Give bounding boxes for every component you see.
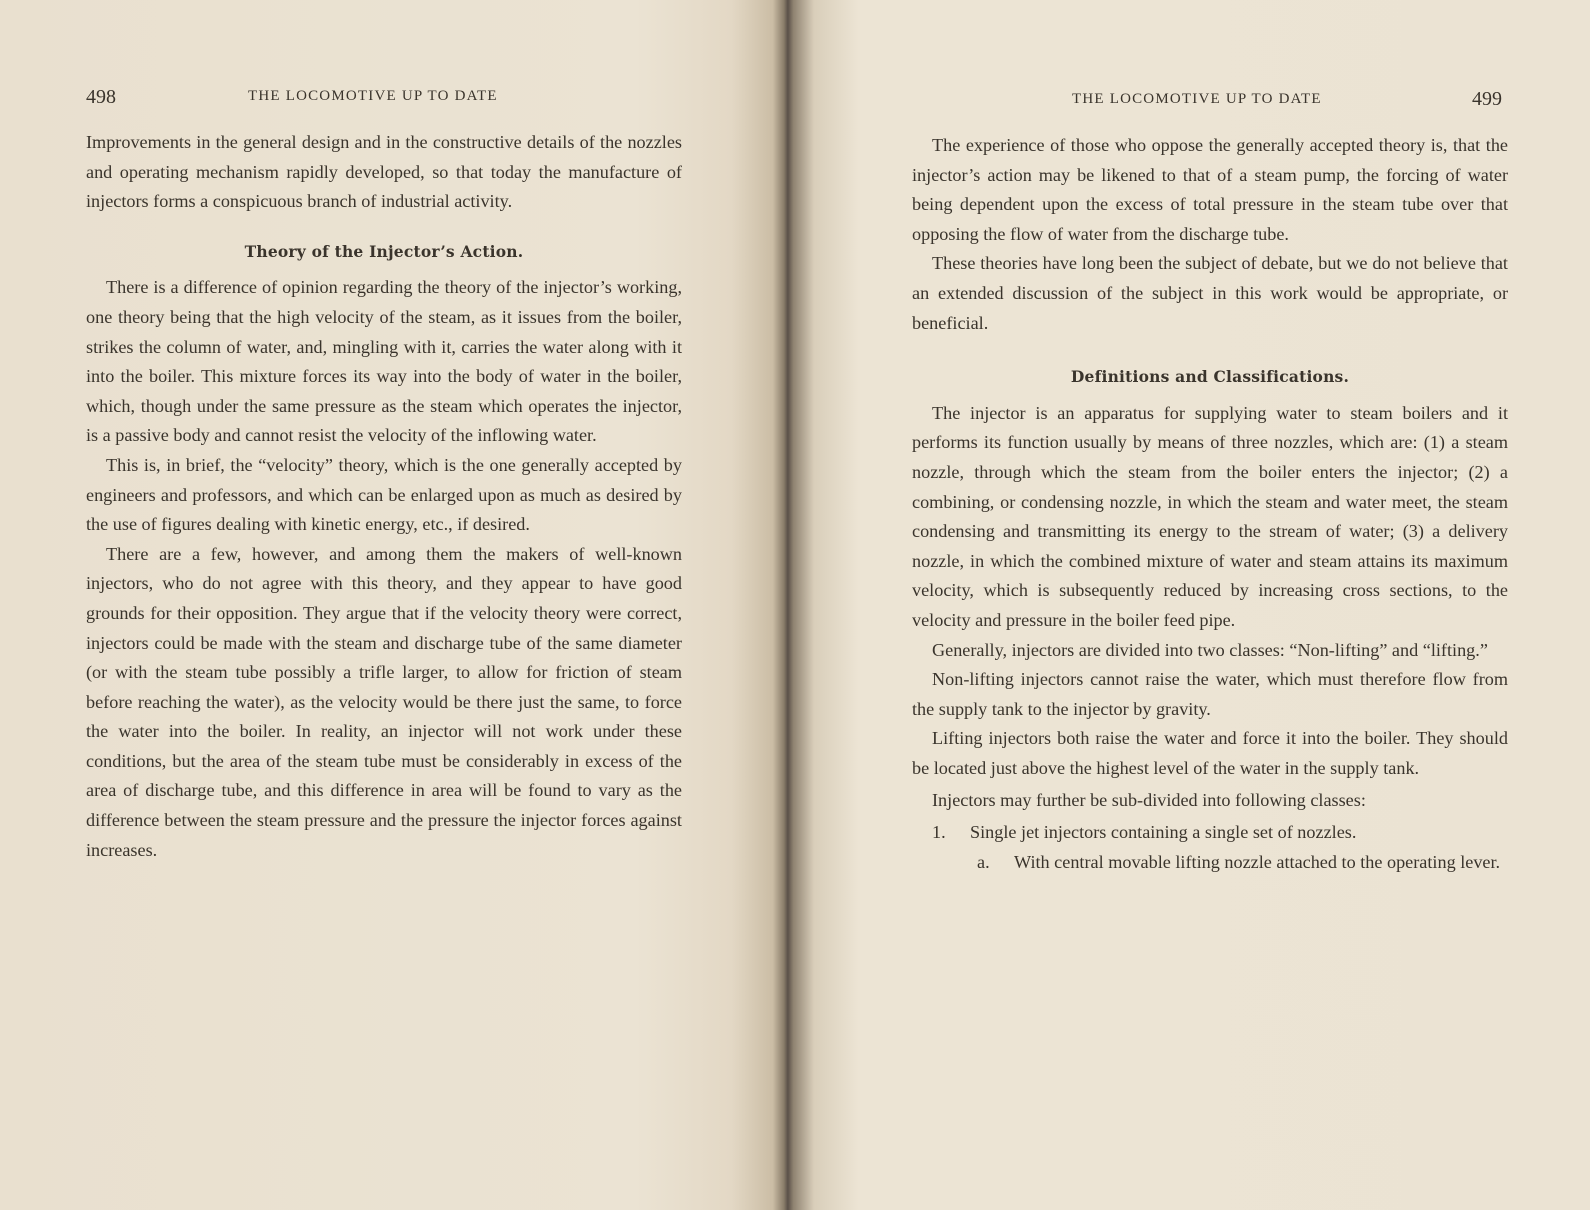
paragraph: Lifting injectors both raise the water and force it into the boiler. They should be located just above the highest level of the water in the supply tank. (912, 728, 1508, 778)
left-page (0, 0, 790, 1210)
list-item-a (977, 848, 1508, 878)
section-heading-definitions: Definitions and Classifications. (1070, 367, 1350, 387)
paragraph: The injector is an apparatus for supplying water to steam boilers and it performs its function usually by means of three nozzles, which are: (1) a steam nozzle, through which the steam from the boiler enters the injector; (2) a combining, or condensing nozzle, in which the steam and water meet, the steam condensing and transmitting its energy to the stream of water; (3) a delivery nozzle, in which the combined mixture of water and steam attains its maximum velocity, which is subsequently reduced by increasing cross sections, to the velocity and pressure in the boiler feed pipe. (912, 402, 1508, 630)
list-marker: a. (977, 851, 990, 872)
paragraph: Injectors may further be sub-divided into following classes: (932, 790, 1366, 811)
section-heading-theory: Theory of the Injector’s Action. (244, 241, 524, 261)
paragraph: Improvements in the general design and in the constructive details of the nozzles and operating mechanism rapidly developed, so that today the manufacture of injectors forms a conspicuous branch of industrial activity. (86, 132, 682, 212)
right-page (800, 0, 1590, 1210)
paragraph: Generally, injectors are divided into two classes: “Non-lifting” and “lifting.” (932, 639, 1488, 660)
running-header-right: THE LOCOMOTIVE UP TO DATE (1072, 91, 1322, 107)
page-number-right: 499 (1472, 88, 1502, 110)
paragraph: There are a few, however, and among them the makers of well-known injectors, who do not agree with this theory, and they appear to have good grounds for their opposition. They argue that if the velocity theory were correct, injectors could be made with the steam and discharge tube of the same diameter (or with the steam tube possibly a trifle larger, to allow for friction of steam before reaching the water), as the velocity would be there just the same, to force the water into the boiler. In reality, an injector will not work under these conditions, but the area of the steam tube must be considerably in excess of the area of discharge tube, and this difference in area will be found to vary as the difference between the steam pressure and the pressure the injector forces against increases. (86, 543, 682, 860)
left-page-body (86, 128, 682, 865)
list-marker: 1. (932, 822, 946, 843)
paragraph: The experience of those who oppose the generally accepted theory is, that the injector’s action may be likened to that of a steam pump, the forcing of water being dependent upon the excess of total pressure in the steam tube over that opposing the flow of water from the discharge tube. (912, 135, 1508, 244)
list-text: With central movable lifting nozzle attached to the operating lever. (1014, 851, 1501, 872)
right-page-body (912, 131, 1508, 877)
list-text: Single jet injectors containing a single set of nozzles. (970, 822, 1357, 843)
list-item-1 (932, 818, 1508, 848)
paragraph: There is a difference of opinion regarding the theory of the injector’s working, one theory being that the high velocity of the steam, as it issues from the boiler, strikes the column of water, and, mingling with it, carries the water along with it into the boiler. This mixture forces its way into the body of water in the boiler, which, though under the same pressure as the steam which operates the injector, is a passive body and cannot resist the velocity of the inflowing water. (86, 277, 682, 446)
paragraph: This is, in brief, the “velocity” theory, which is the one generally accepted by engineers and professors, and which can be enlarged upon as much as desired by the use of figures dealing with kinetic energy, etc., if desired. (86, 454, 682, 535)
paragraph: Non-lifting injectors cannot raise the water, which must therefore flow from the supply tank to the injector by gravity. (912, 669, 1508, 719)
page-number-left: 498 (86, 86, 116, 108)
paragraph: These theories have long been the subject of debate, but we do not believe that an extended discussion of the subject in this work would be appropriate, or beneficial. (912, 253, 1508, 333)
running-header-left: THE LOCOMOTIVE UP TO DATE (248, 88, 498, 104)
